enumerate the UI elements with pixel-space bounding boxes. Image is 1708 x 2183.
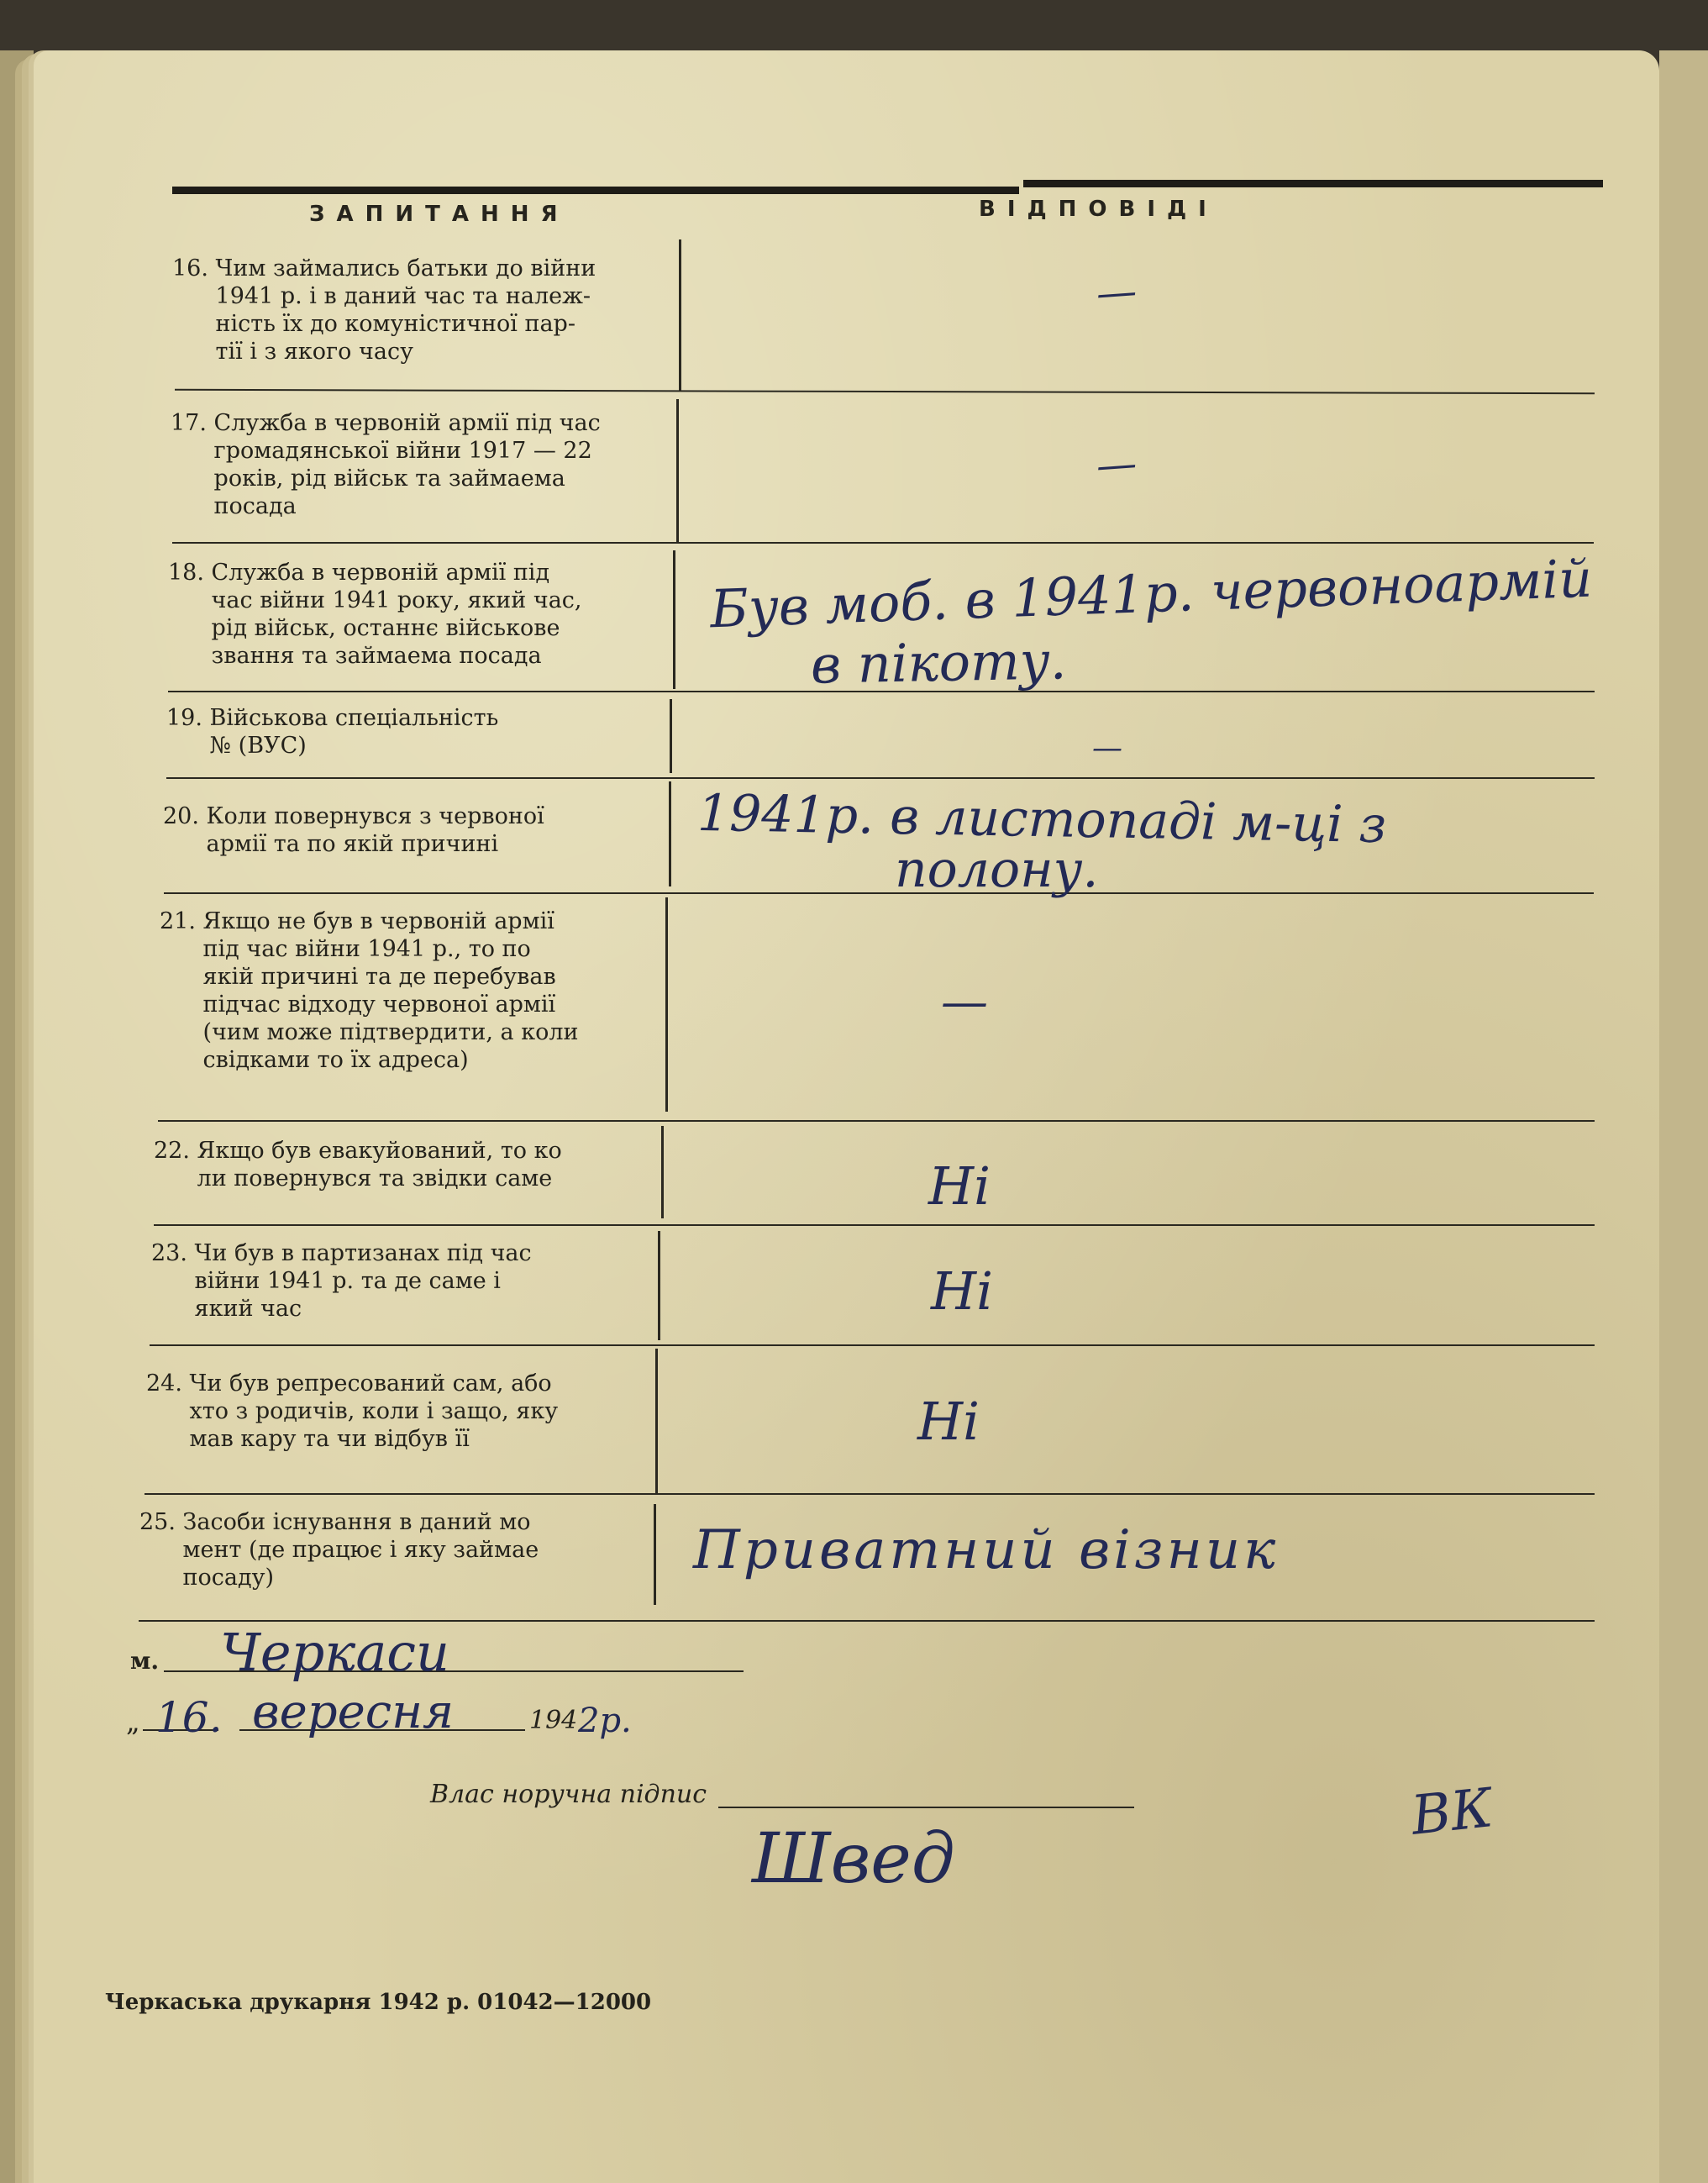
answer-21: — [941,975,988,1029]
question-25: 25. Засоби існування в даний мо мент (де працює і яку займае посаду) [139,1509,539,1591]
initials-mark: ВК [1408,1777,1496,1848]
question-22: 22. Якщо був евакуйований, то ко ли повернувся та звідки саме [154,1138,562,1191]
question-17: 17. Служба в червоній армії під час громадянської війни 1917 — 22 років, рід військ та займаема посада [171,410,601,519]
column-divider [669,781,671,886]
header-rule-right [1023,180,1603,187]
date-year-suffix: 2р. [578,1702,632,1740]
answer-20: 1941р. в листопаді м-ці з [696,783,1387,855]
header-rule-left [172,187,1019,194]
row-separator [158,1120,1595,1122]
answer-19: — [1092,731,1122,765]
column-divider [655,1349,658,1493]
question-20: 20. Коли повернувся з червоної армії та по якій причині [163,803,544,857]
answer-17: — [1095,439,1138,490]
column-divider [673,550,675,689]
question-24: 24. Чи був репресований сам, або хто з родичів, коли і защо, яку мав кару та чи відбув її [146,1370,559,1452]
answer-24: Ні [917,1391,980,1452]
question-19: 19. Військова спеціальність № (ВУС) [166,705,499,759]
stack-edge-right [1659,50,1708,2183]
date-open-quote: „ [126,1706,140,1738]
question-18: 18. Служба в червоній армії під час війни 1941 року, який час, рід військ, останнє військове звання та займаема посада [168,560,582,669]
column-divider [661,1126,664,1218]
column-divider [679,239,681,391]
row-separator [172,542,1594,544]
row-separator [164,892,1594,894]
row-separator [154,1224,1595,1226]
stack-edge-left [0,50,34,2183]
column-divider [654,1504,656,1605]
question-16: 16. Чим займались батьки до війни 1941 р. і в даний час та належ- ність їх до комуністичної пар- тії і з якого часу [172,255,596,365]
answer-18-continued: в пікоту. [810,629,1067,696]
city-value: Черкаси [220,1622,449,1683]
answer-25: Приватний візник [693,1519,1280,1581]
answer-22: Ні [928,1155,991,1217]
signature-value: Швед [752,1819,955,1899]
column-divider [670,699,672,773]
date-day: 16. [155,1693,223,1742]
printer-line: Черкаська друкарня 1942 р. 01042—12000 [105,1990,652,2015]
row-separator [145,1493,1595,1495]
column-divider [658,1231,660,1340]
question-23: 23. Чи був в партизанах під час війни 1941 р. та де саме і який час [151,1240,532,1322]
answer-20-continued: полону. [895,840,1099,899]
signature-label: Влас норучна підпис [430,1780,707,1809]
row-separator [150,1344,1595,1346]
answers-header: ВІДПОВІДІ [979,197,1218,222]
row-separator [166,777,1595,779]
question-21: 21. Якщо не був в червоній армії під час війни 1941 р., то по якій причині та де перебував підчас відходу червоної армії (чим може підтвердити, а коли свідками то їх адреса) [160,908,579,1073]
questions-header: ЗАПИТАННЯ [309,202,570,227]
column-divider [676,399,679,542]
answer-18: Був моб. в 1941р. червоноармій [709,547,1594,640]
date-month: вересня [252,1685,455,1739]
answer-23: Ні [931,1260,993,1322]
city-prefix: м. [130,1647,160,1675]
answer-16: — [1095,267,1138,318]
date-year-prefix: 194 [529,1706,578,1735]
column-divider [665,897,668,1112]
signature-underline [718,1807,1134,1808]
